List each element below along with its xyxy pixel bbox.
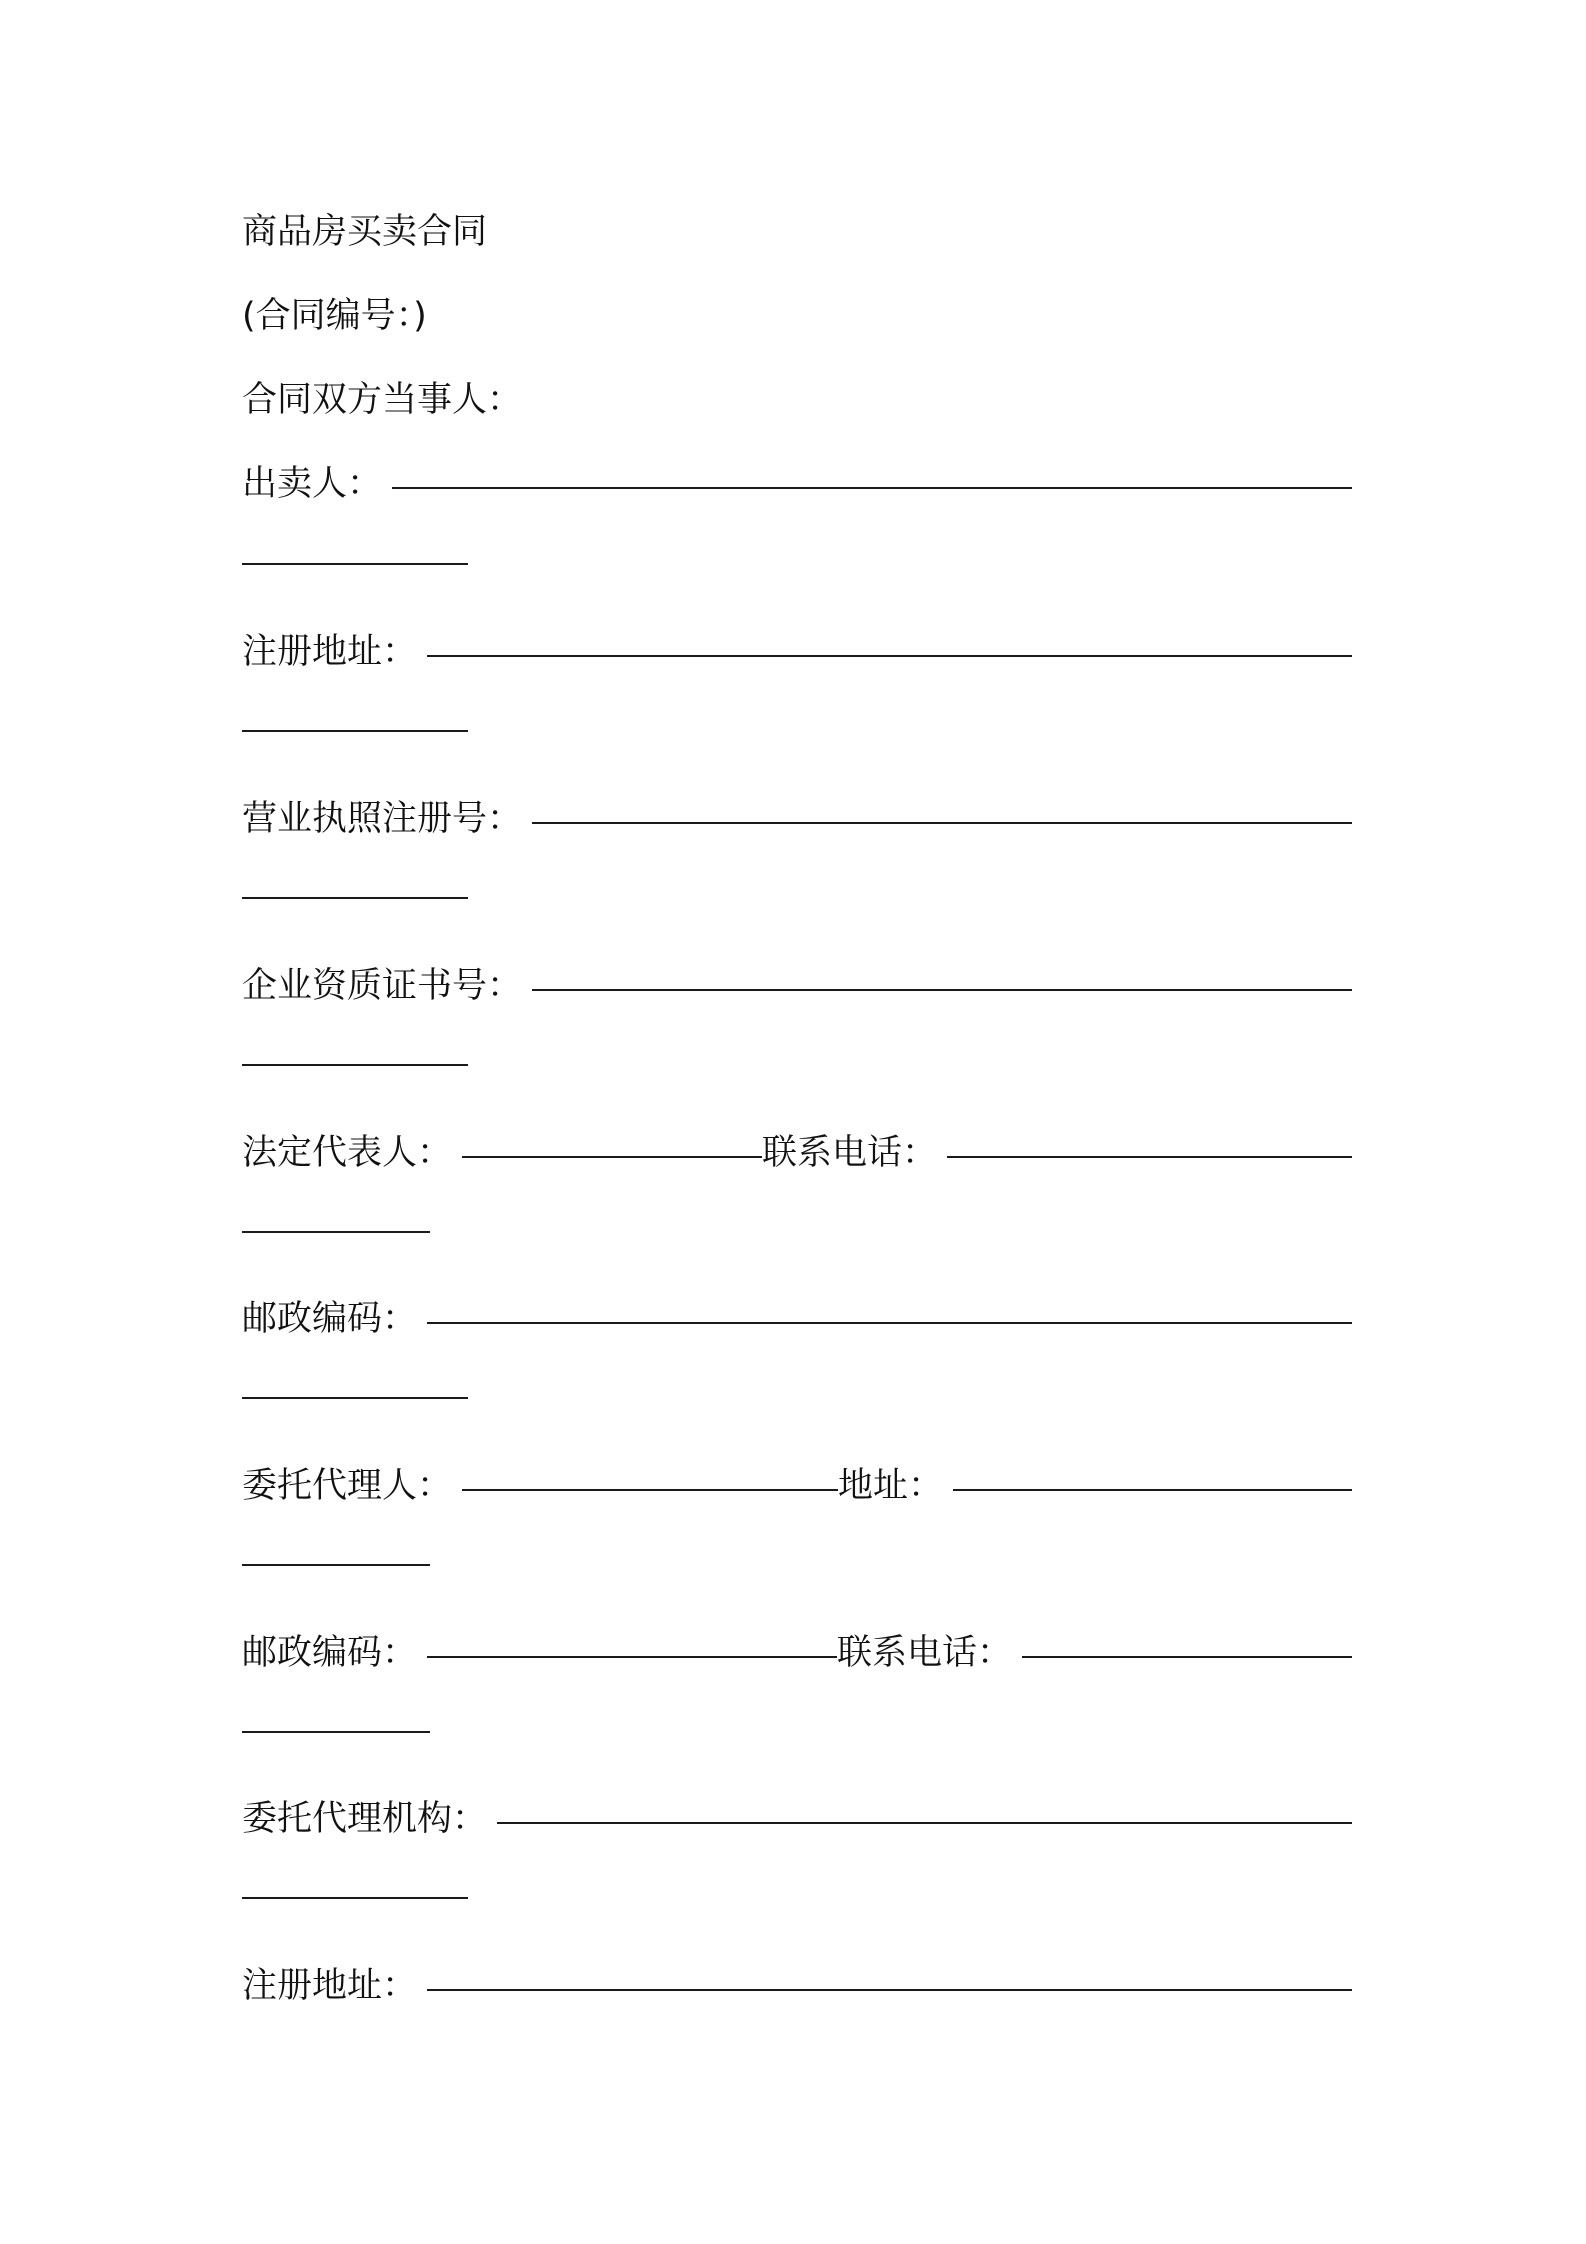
phone-label-2: 联系电话： (837, 1633, 1013, 1673)
contract-number-line (242, 288, 1352, 338)
postcode-line (242, 1291, 1352, 1341)
registered-address-label: 注册地址： (242, 632, 418, 672)
agent-blank[interactable] (462, 1489, 838, 1491)
qualification-number-blank[interactable] (532, 989, 1352, 991)
legal-rep-label: 法定代表人： (242, 1133, 453, 1173)
agency-line (242, 1791, 1352, 1841)
registered-address-line (242, 624, 1352, 674)
postcode-blank-2[interactable] (427, 1656, 837, 1658)
registered-address-line-2 (242, 1958, 1352, 2008)
legal-rep-blank[interactable] (462, 1156, 762, 1158)
agency-blank[interactable] (497, 1822, 1352, 1824)
phone-blank-2-continued[interactable] (242, 1731, 430, 1733)
phone-blank-continued[interactable] (242, 1231, 430, 1233)
postcode-blank-continued[interactable] (242, 1397, 468, 1399)
document-title-line (242, 204, 1352, 254)
qualification-number-blank-continued[interactable] (242, 1064, 468, 1066)
agent-label: 委托代理人： (242, 1466, 453, 1506)
registered-address-label-2: 注册地址： (242, 1966, 418, 2006)
postcode-label-2: 邮政编码： (242, 1633, 418, 1673)
seller-line (242, 456, 1352, 506)
qualification-number-line (242, 958, 1352, 1008)
license-number-label: 营业执照注册号： (242, 799, 523, 839)
contract-number-label: (合同编号：) (242, 296, 427, 336)
postcode-label: 邮政编码： (242, 1299, 418, 1339)
license-number-line (242, 791, 1352, 841)
phone-blank-2[interactable] (1022, 1656, 1352, 1658)
registered-address-blank-continued[interactable] (242, 730, 468, 732)
agency-blank-continued[interactable] (242, 1897, 468, 1899)
phone-label: 联系电话： (762, 1133, 938, 1173)
document-title: 商品房买卖合同 (242, 212, 488, 252)
license-number-blank-continued[interactable] (242, 897, 468, 899)
qualification-number-label: 企业资质证书号： (242, 966, 523, 1006)
registered-address-blank[interactable] (427, 655, 1352, 657)
agent-line (242, 1458, 1352, 1508)
postcode-blank[interactable] (427, 1322, 1352, 1324)
agency-label: 委托代理机构： (242, 1799, 488, 1839)
seller-blank-continued[interactable] (242, 563, 468, 565)
seller-blank[interactable] (392, 487, 1352, 489)
seller-label: 出卖人： (242, 464, 383, 504)
address-blank[interactable] (953, 1489, 1352, 1491)
license-number-blank[interactable] (532, 822, 1352, 824)
postcode-phone-line (242, 1625, 1352, 1675)
parties-heading-line (242, 372, 1352, 422)
parties-heading: 合同双方当事人： (242, 380, 523, 420)
phone-blank[interactable] (947, 1156, 1352, 1158)
registered-address-blank-2[interactable] (427, 1989, 1352, 1991)
address-label: 地址： (838, 1466, 944, 1506)
legal-rep-line (242, 1125, 1352, 1175)
address-blank-continued[interactable] (242, 1564, 430, 1566)
